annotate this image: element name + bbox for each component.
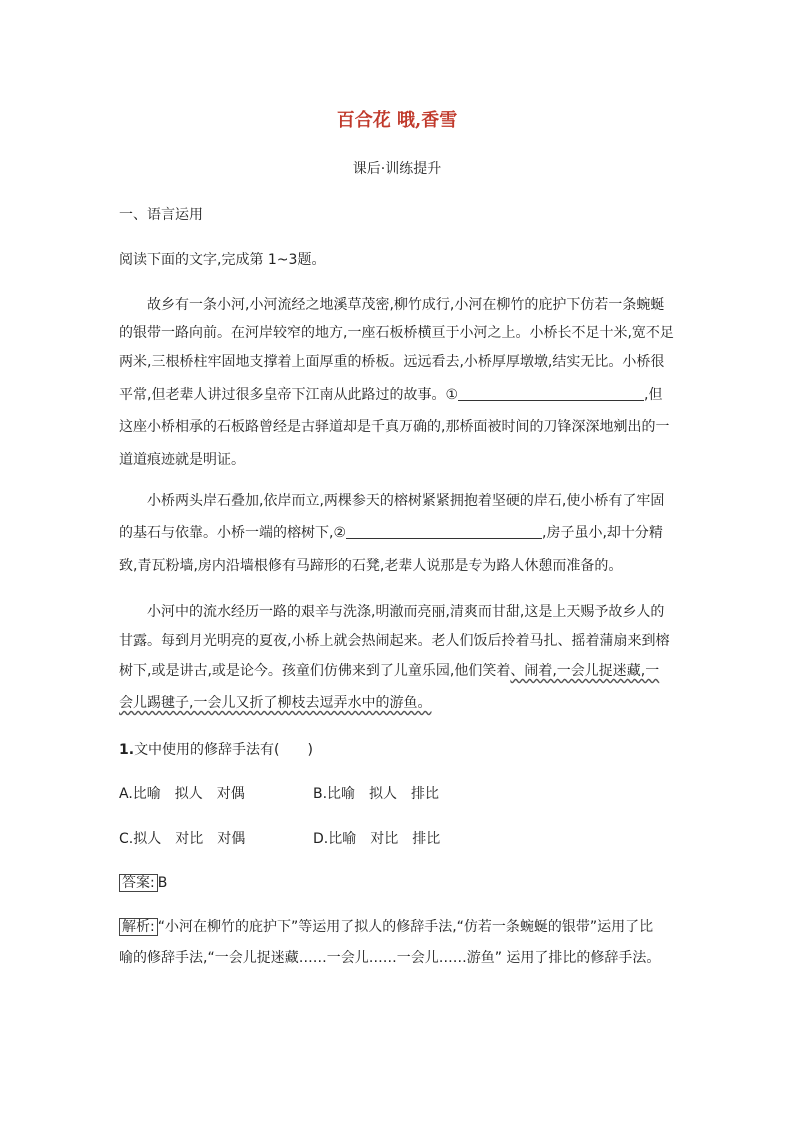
analysis-line1 bbox=[119, 916, 679, 936]
passage-p1-line4-pre: 平常,但老辈人讲过很多皇帝下江南从此路过的故事。① bbox=[119, 387, 458, 403]
option-a[interactable]: A.比喻 拟人 对偶 bbox=[119, 786, 245, 802]
instruction-text: 阅读下面的文字,完成第 1~3题。 bbox=[119, 252, 326, 268]
analysis-label: 解析: bbox=[119, 918, 158, 936]
answer-label: 答案: bbox=[119, 874, 158, 892]
question-text: 文中使用的修辞手法有( ) bbox=[134, 742, 313, 758]
page-title: 百合花 哦,香雪 bbox=[336, 110, 458, 131]
passage-p2-line1: 小桥两头岸石叠加,依岸而立,两棵参天的榕树紧紧拥抱着坚硬的岸石,使小桥有了牢固 bbox=[147, 493, 665, 509]
fill-blank-2[interactable] bbox=[346, 524, 542, 539]
page-subtitle: 课后·训练提升 bbox=[352, 161, 442, 177]
section-heading: 一、语言运用 bbox=[119, 207, 203, 223]
analysis-text-1: “小河在柳竹的庇护下”等运用了拟人的修辞手法,“仿若一条蜿蜒的银带”运用了比 bbox=[157, 919, 654, 935]
passage-p2-line2-pre: 的基石与依靠。小桥一端的榕树下,② bbox=[119, 525, 347, 541]
passage-p2-line2-post: ,房子虽小,却十分精 bbox=[542, 525, 663, 541]
question-number: 1. bbox=[119, 742, 135, 758]
answer-line bbox=[119, 872, 679, 892]
option-c[interactable]: C.拟人 对比 对偶 bbox=[119, 831, 246, 847]
answer-value: B bbox=[157, 875, 168, 891]
fill-blank-1[interactable] bbox=[458, 386, 644, 401]
passage-p1-line4-post: ,但 bbox=[644, 387, 663, 403]
passage-p2-line2 bbox=[119, 522, 679, 542]
passage-p3-line1: 小河中的流水经历一路的艰辛与洗涤,明澈而亮丽,清爽而甘甜,这是上天赐予故乡人的 bbox=[147, 604, 665, 620]
passage-p1-line5: 这座小桥相承的石板路曾经是古驿道却是千真万确的,那桥面被时间的刀锋深深地剜出的一 bbox=[119, 419, 670, 435]
passage-p1-line6: 道道痕迹就是明证。 bbox=[119, 452, 245, 468]
passage-p3-line3-pre: 树下,或是讲古,或是论今。孩童们仿佛来到了儿童乐园,他们笑着 bbox=[119, 663, 511, 679]
passage-p3-line3 bbox=[119, 660, 679, 680]
passage-p2-line3: 致,青瓦粉墙,房内沿墙根修有马蹄形的石凳,老辈人说那是专为路人休憩而准备的。 bbox=[119, 558, 623, 574]
option-b[interactable]: B.比喻 拟人 排比 bbox=[313, 786, 440, 802]
passage-p1-line1: 故乡有一条小河,小河流经之地溪草茂密,柳竹成行,小河在柳竹的庇护下仿若一条蜿蜒 bbox=[147, 297, 665, 313]
analysis-line2: 喻的修辞手法,“一会儿捉迷藏……一会儿……一会儿……游鱼” 运用了排比的修辞手法。 bbox=[119, 950, 661, 966]
wavy-underlined-text-1: 、闹着,一会儿捉迷藏,一 bbox=[510, 663, 660, 679]
wavy-underlined-text-2: 会儿踢毽子,一会儿又折了柳枝去逗弄水中的游鱼。 bbox=[119, 695, 432, 711]
option-d[interactable]: D.比喻 对比 排比 bbox=[313, 831, 441, 847]
passage-p3-line2: 甘露。每到月光明亮的夏夜,小桥上就会热闹起来。老人们饭后拎着马扎、摇着蒲扇来到榕 bbox=[119, 633, 670, 649]
question-1-stem bbox=[119, 739, 679, 759]
passage-p1-line2: 的银带一路向前。在河岸较窄的地方,一座石板桥横亘于小河之上。小桥长不足十米,宽不足 bbox=[119, 325, 674, 341]
passage-p1-line4 bbox=[119, 384, 679, 404]
passage-p1-line3: 两米,三根桥柱牢固地支撑着上面厚重的桥板。远远看去,小桥厚厚墩墩,结实无比。小桥很 bbox=[119, 354, 665, 370]
passage-p3-line4 bbox=[119, 692, 679, 712]
